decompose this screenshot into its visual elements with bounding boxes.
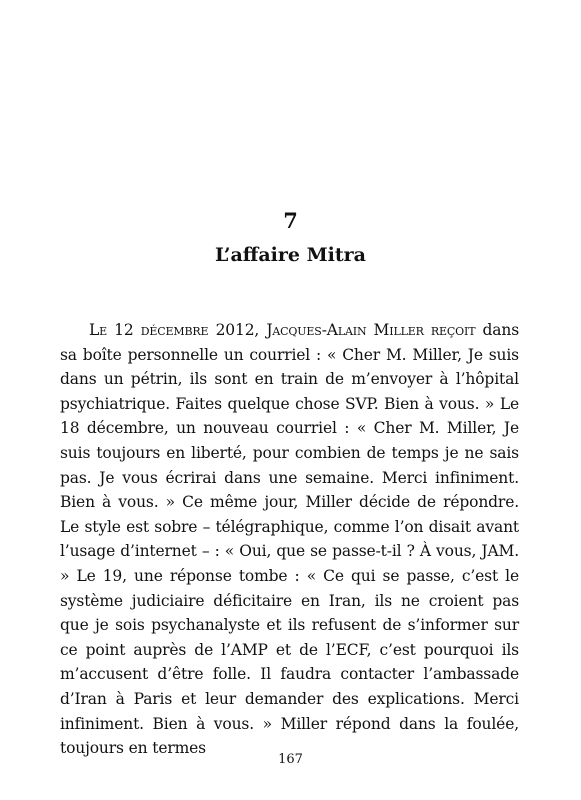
comma: ,: [254, 321, 267, 339]
space: [134, 321, 141, 339]
page-number: 167: [278, 752, 303, 767]
chapter-title: L’affaire Mitra: [215, 244, 366, 266]
body-text: [60, 318, 519, 761]
date-number: 12: [114, 321, 134, 339]
space: [424, 321, 431, 339]
space: [208, 321, 215, 339]
date-month: décembre: [140, 321, 209, 339]
paragraph-text: dans sa boîte personnelle un courriel : « Cher M. Miller, Je suis dans un pétrin, ils sont en train de m’envoyer à l’hôpital psychiatrique. Faites quelque chose SVP. Bien à vous. » Le 18 décembre, un nouveau courriel : « Cher M. Miller, Je suis toujours en liberté, pour combien de temps je ne sais pas. Je vous écrirai dans une semaine. Merci infiniment. Bien à vous. » Ce même jour, Miller décide de répondre. Le style est sobre – télégraphique, comme l’on disait avant l’usage d’internet – : « Oui, que se passe-t-il ? À vous, JAM. » Le 19, une réponse tombe : « Ce qui se passe, c’est le système judiciaire déficitaire en Iran, ils ne croient pas que je sois psychanalyste et ils refusent de s’informer sur ce point auprès de l’AMP et de l’ECF, c’est pourquoi ils m’accusent d’être folle. Il faudra contacter l’ambassade d’Iran à Paris et leur demander des explications. Merci infiniment. Bien à vous. » Miller répond dans la foulée, toujours en termes: [60, 321, 520, 758]
author-name: Jacques-Alain Miller: [266, 321, 424, 339]
lead-verb: reçoit: [430, 321, 476, 339]
date-year: 2012: [215, 321, 255, 339]
paragraph: [60, 318, 519, 761]
chapter-number: 7: [283, 208, 298, 233]
lead-word: Le: [89, 321, 108, 339]
